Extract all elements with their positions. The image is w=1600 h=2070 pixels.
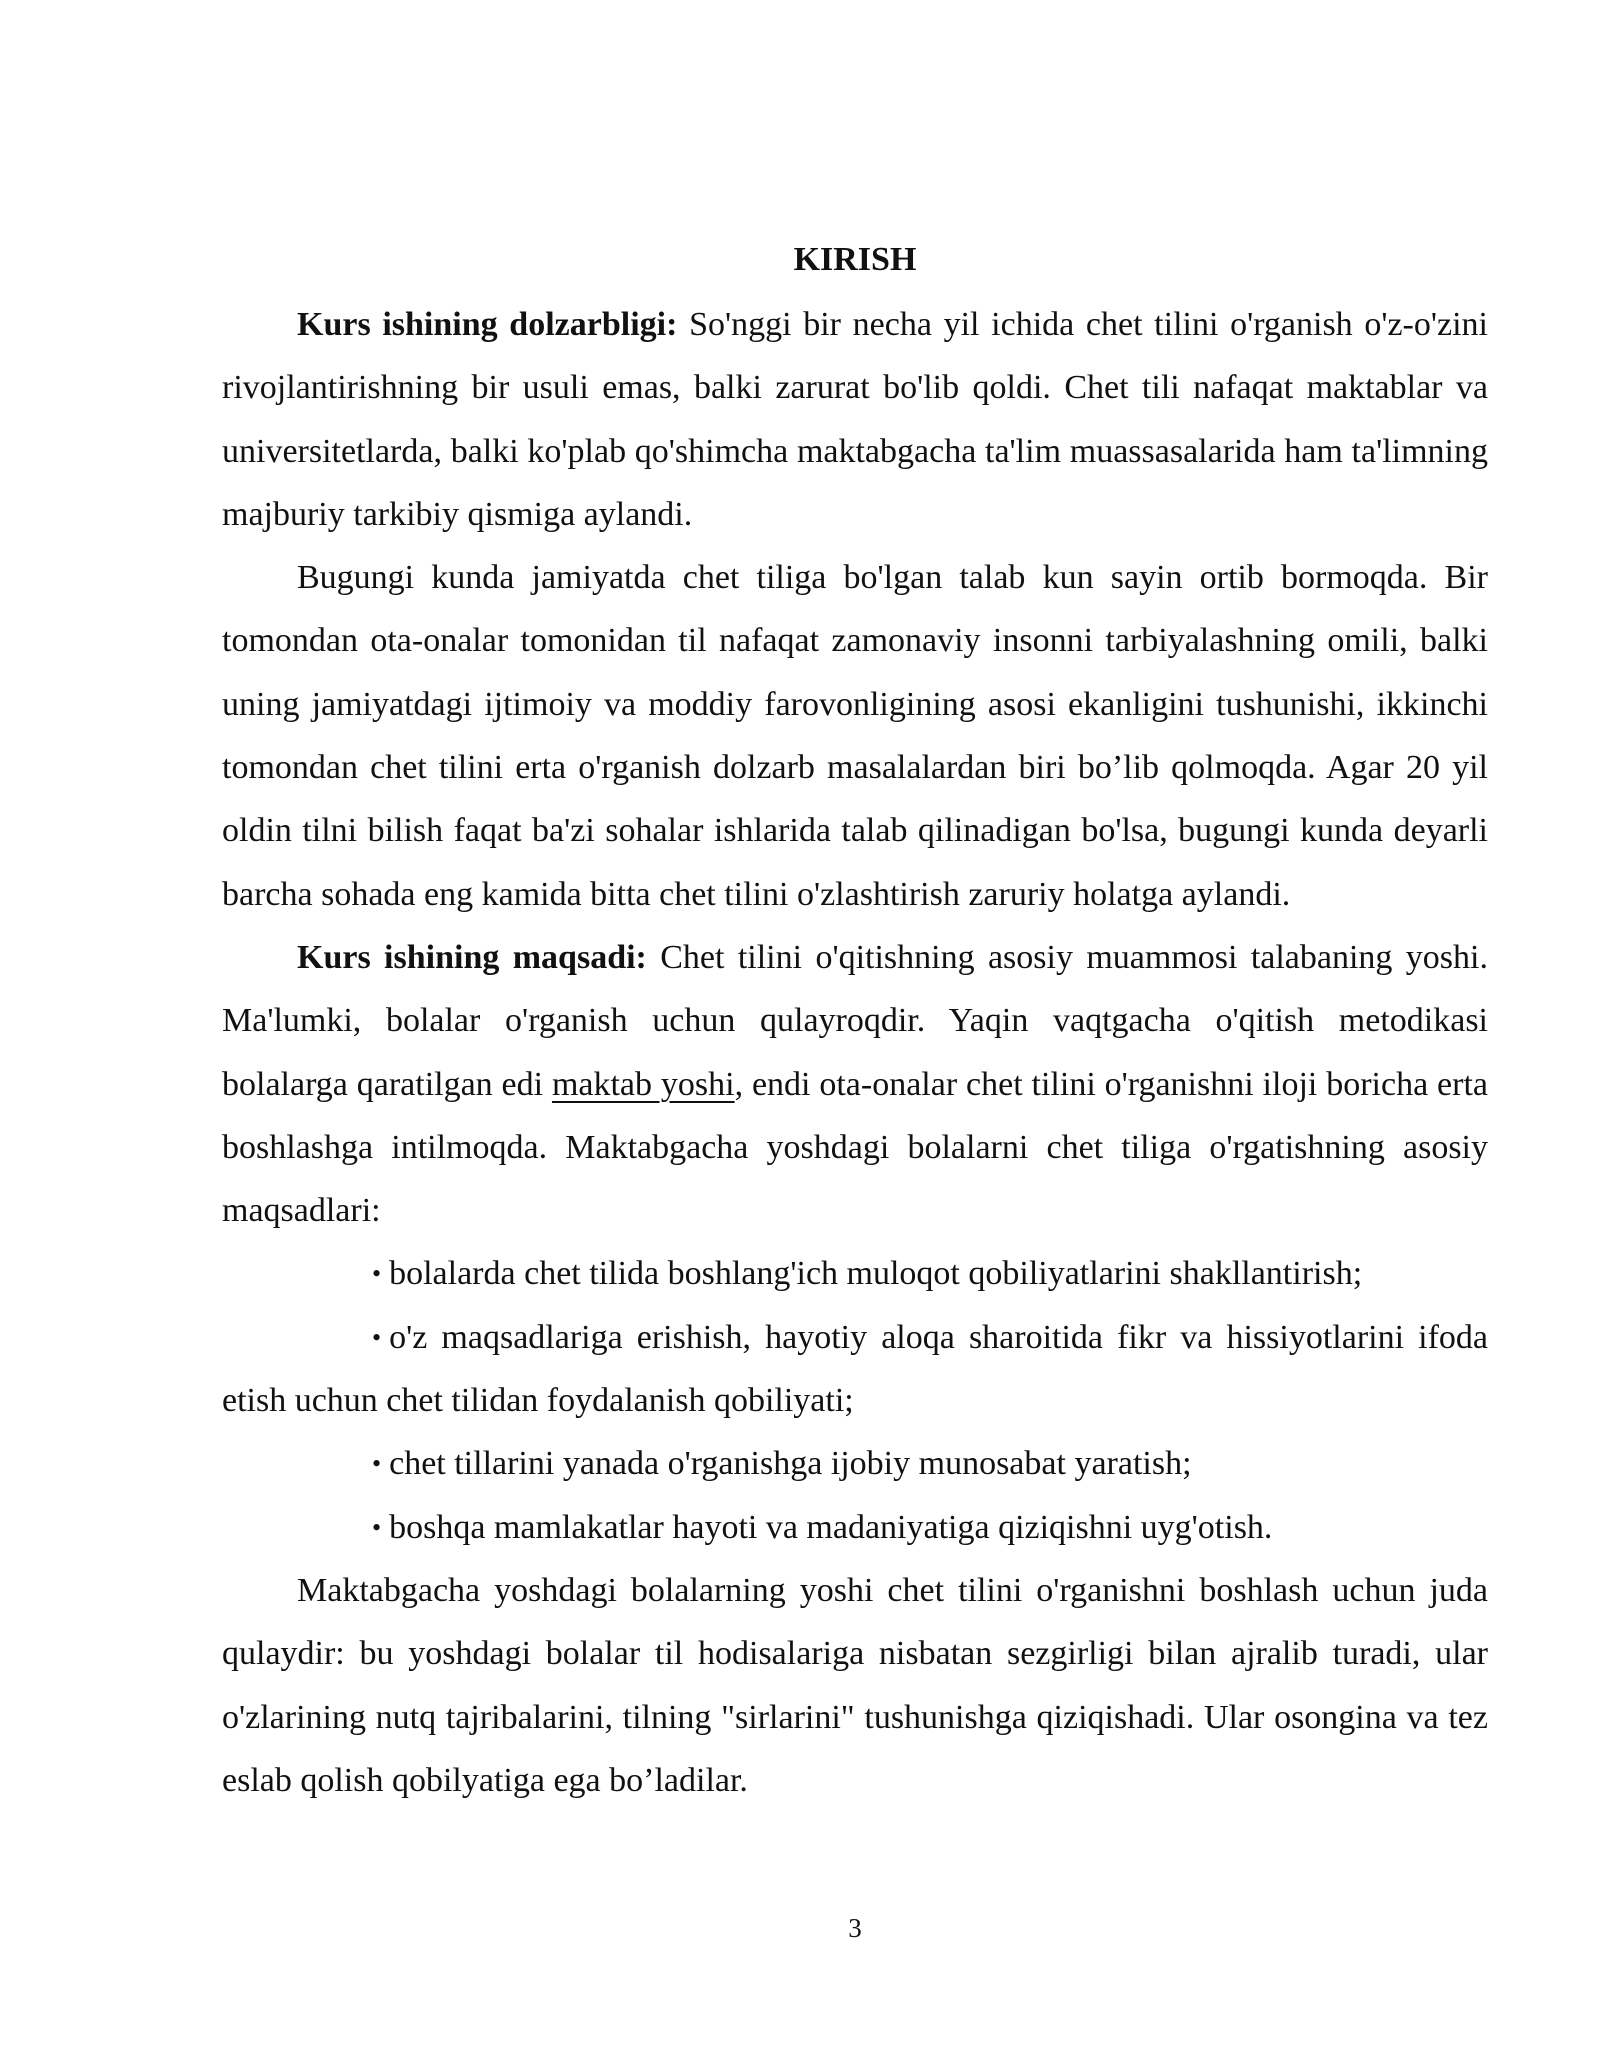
list-item: [222, 1496, 1488, 1559]
paragraph-lead-relevance: Kurs ishining dolzarbligi:: [297, 306, 678, 343]
document-body: [222, 293, 1488, 1812]
page-title: KIRISH: [793, 241, 917, 278]
bullet-icon: •: [372, 1259, 382, 1289]
paragraph-demand: Bugungi kunda jamiyatda chet tiliga bo'lgan talab kun sayin ortib bormoqda. Bir tomondan ota-onalar tomonidan til nafaqat zamonaviy insonni tarbiyalashning omili, balki uning jamiyatdagi ijtimoiy va moddiy farovonligining asosi ekanligini tushunishi, ikkinchi tomondan chet tilini erta o'rganish dolzarb masalalardan biri bo’lib qolmoqda. Agar 20 yil oldin tilni bilish faqat ba'zi sohalar ishlarida talab qilinadigan bo'lsa, bugungi kunda deyarli barcha sohada eng kamida bitta chet tilini o'zlashtirish zaruriy holatga aylandi.: [222, 559, 1488, 913]
list-item-text: bolalarda chet tilida boshlang'ich muloqot qobiliyatlarini shakllantirish;: [389, 1255, 1363, 1293]
list-item-text: boshqa mamlakatlar hayoti va madaniyatiga qiziqishni uyg'otish.: [389, 1508, 1273, 1546]
list-item-text: chet tillarini yanada o'rganishga ijobiy munosabat yaratish;: [389, 1445, 1192, 1483]
paragraph-relevance: [222, 293, 1488, 546]
bullet-icon: •: [372, 1322, 382, 1352]
list-item: [222, 1432, 1488, 1495]
list-item-text: o'z maqsadlariga erishish, hayotiy aloqa sharoitida fikr va hissiyotlarini ifoda etish uchun chet tilidan foydalanish qobiliyati;: [222, 1318, 1488, 1420]
paragraph-text-relevance: So'nggi bir necha yil ichida chet tilini o'rganish o'z-o'zini rivojlantirishning bir usuli emas, balki zarurat bo'lib qoldi. Chet tili nafaqat maktablar va universitetlarda, balki ko'plab qo'shimcha maktabgacha ta'lim muassasalarida ham ta'limning majburiy tarkibiy qismiga aylandi.: [222, 306, 1488, 533]
paragraph-goal: [222, 926, 1488, 1242]
page-number: 3: [848, 1913, 862, 1943]
link-maktab-yoshi[interactable]: maktab yoshi: [551, 1065, 735, 1103]
list-item: [222, 1306, 1488, 1433]
bullet-icon: •: [372, 1449, 382, 1479]
paragraph-lead-goal: Kurs ishining maqsadi:: [297, 938, 647, 976]
paragraph-text-goal: Chet tilini o'qitishning asosiy muammosi talabaning yoshi. Ma'lumki, bolalar o'rganish uchun qulayroqdir. Yaqin vaqtgacha o'qitish metodikasi bolalarga qaratilgan edi: [222, 938, 1488, 1103]
bullet-icon: •: [372, 1512, 382, 1542]
paragraph-preschool-age: Maktabgacha yoshdagi bolalarning yoshi chet tilini o'rganishni boshlash uchun juda qulaydir: bu yoshdagi bolalar til hodisalariga nisbatan sezgirligi bilan ajralib turadi, ular o'zlarining nutq tajribalarini, tilning "sirlarini" tushunishga qiziqishadi. Ular osongina va tez eslab qolish qobilyatiga ega bo’ladilar.: [222, 1571, 1488, 1799]
list-item: [222, 1242, 1488, 1305]
paragraph-text-goal-end: , endi ota-onalar chet tilini o'rganishni iloji boricha erta boshlashga intilmoqda. Maktabgacha yoshdagi bolalarni chet tiliga o'rgatishning asosiy maqsadlari:: [222, 1065, 1488, 1230]
